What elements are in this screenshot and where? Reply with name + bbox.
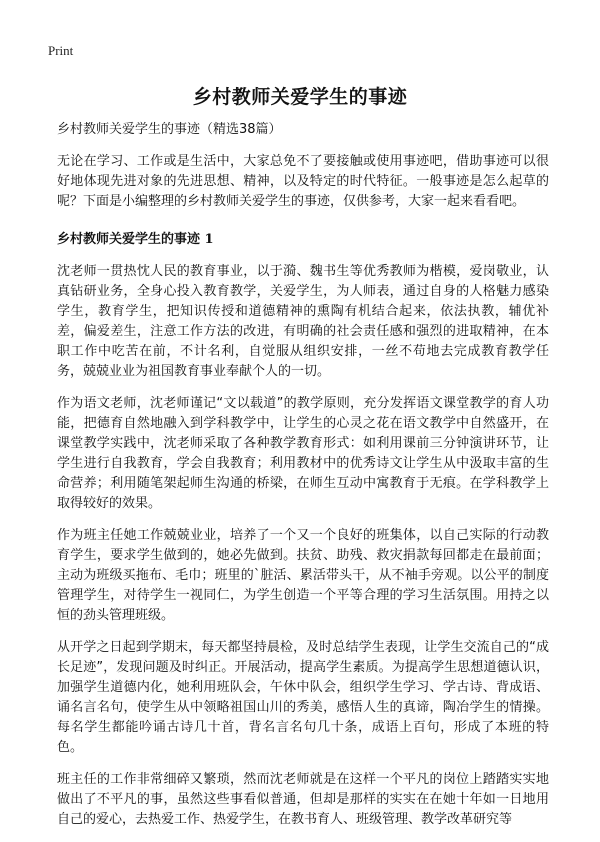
document-body xyxy=(57,120,549,842)
body-paragraph: 作为班主任她工作兢兢业业，培养了一个又一个良好的班集体，以自己实际的行动教育学生，要求学生做到的，她必先做到。扶贫、助残、救灾捐款每回都走在最前面；主动为班级买拖布、毛巾；班里的`脏活、累活带头干，从不袖手旁观。以公平的制度管理学生，对待学生一视同仁，为学生创造一个平等合理的学习生活氛围。用持之以恒的劲头管理班级。 xyxy=(57,528,549,623)
body-paragraph: 沈老师一贯热忱人民的教育事业，以于漪、魏书生等优秀教师为楷模，爱岗敬业，认真钻研业务，全身心投入教育教学，关爱学生，为人师表，通过自身的人格魅力感染学生，教育学生，把知识传授和道德精神的熏陶有机结合起来，依法执教，辅优补差，偏爱差生，注意工作方法的改进，有明确的社会责任感和强烈的进取精神，在本职工作中吃苦在前，不计名利，自觉服从组织安排，一丝不苟地去完成教育教学任务，兢兢业业为祖国教育事业奉献个人的一切。 xyxy=(57,264,549,379)
body-paragraph: 从开学之日起到学期末，每天都坚持晨检，及时总结学生表现，让学生交流自己的“成长足迹”，发现问题及时纠正。开展活动，提高学生素质。为提高学生思想道德认识，加强学生道德内化，她利用班队会，午休中队会，组织学生学习、学古诗、背成语、诵名言名句，使学生从中领略祖国山川的秀美，感悟人生的真谛，陶冶学生的情操。每名学生都能吟诵古诗几十首，背名言名句几十条，成语上百句，形成了本班的特色。 xyxy=(57,640,549,755)
intro-paragraph: 无论在学习、工作或是生活中，大家总免不了要接触或使用事迹吧，借助事迹可以很好地体现先进对象的先进思想、精神，以及特定的时代特征。一般事迹是怎么起草的呢？下面是小编整理的乡村教师关爱学生的事迹，仅供参考，大家一起来看看吧。 xyxy=(57,154,549,209)
document-subtitle: 乡村教师关爱学生的事迹（精选38篇） xyxy=(57,122,282,137)
body-paragraph: 作为语文老师，沈老师谨记“文以载道”的教学原则，充分发挥语文课堂教学的育人功能，把德育自然地融入到学科教学中，让学生的心灵之花在语文教学中自然盛开，在课堂教学实践中，沈老师采取了各种教学教育形式：如利用课前三分钟演讲环节，让学生进行自我教育，学会自我教育；利用教材中的优秀诗文让学生从中汲取丰富的生命营养；利用随笔架起师生沟通的桥梁，在师生互动中寓教育于无痕。在学科教学上取得较好的效果。 xyxy=(57,396,549,511)
print-link[interactable]: Print xyxy=(48,43,74,58)
document-title: 乡村教师关爱学生的事迹 xyxy=(192,86,408,108)
body-paragraph: 班主任的工作非常细碎又繁琐，然而沈老师就是在这样一个平凡的岗位上踏踏实实地做出了不平凡的事，虽然这些事看似普通，但却是那样的实实在在她十年如一日地用自己的爱心，去热爱工作、热爱学生，在教书育人、班级管理、教学改革研究等 xyxy=(57,772,549,827)
section-heading: 乡村教师关爱学生的事迹 1 xyxy=(57,232,214,247)
